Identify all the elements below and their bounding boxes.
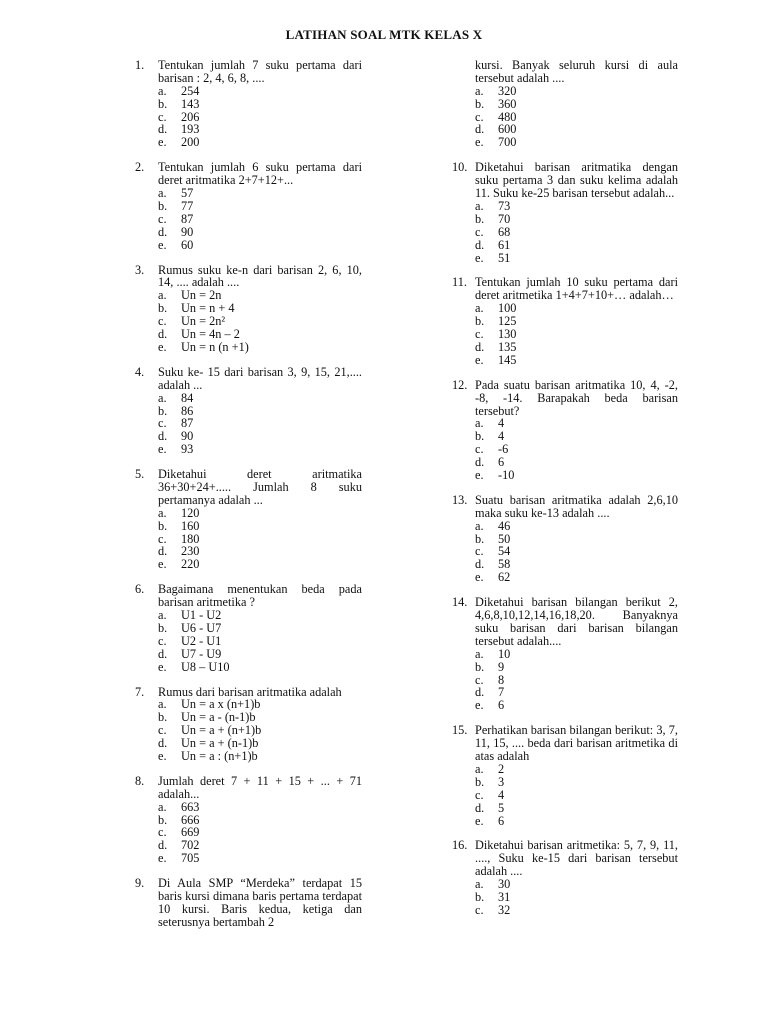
question-number: 7. (135, 684, 145, 699)
option-letter: a. (475, 301, 484, 316)
option-letter: d. (475, 455, 485, 470)
question-10 (452, 161, 678, 264)
answer-option (158, 392, 362, 405)
answer-option (158, 648, 362, 661)
option-letter: b. (475, 314, 485, 329)
option-letter: b. (158, 403, 168, 418)
option-letter: c. (158, 633, 167, 648)
option-letter: d. (158, 544, 168, 559)
option-letter: c. (158, 723, 167, 738)
option-letter: c. (475, 327, 484, 342)
option-letter: a. (158, 799, 167, 814)
question-5 (135, 468, 362, 571)
answer-option (475, 213, 678, 226)
answer-options (158, 187, 362, 251)
option-letter: e. (475, 570, 484, 585)
answer-option (475, 85, 678, 98)
question-number: 11. (452, 275, 467, 290)
question-number: 2. (135, 160, 145, 175)
option-letter: e. (158, 442, 167, 457)
question-9-options (475, 85, 678, 149)
option-letter: e. (158, 237, 167, 252)
option-text: 145 (498, 352, 517, 367)
option-letter: b. (158, 198, 168, 213)
option-text: 32 (498, 902, 511, 917)
question-number: 8. (135, 773, 145, 788)
option-letter: e. (158, 135, 167, 150)
question-number: 16. (452, 838, 468, 853)
option-letter: d. (158, 429, 168, 444)
option-text: Un = a + (n+1)b (181, 723, 262, 738)
question-9 (135, 877, 362, 929)
answer-options (475, 648, 678, 712)
option-letter: b. (158, 301, 168, 316)
option-text: Un = n + 4 (181, 301, 235, 316)
option-text: 57 (181, 186, 194, 201)
option-text: 200 (181, 135, 200, 150)
option-letter: c. (475, 902, 484, 917)
option-letter: c. (158, 825, 167, 840)
option-text: 206 (181, 109, 200, 124)
answer-option (158, 85, 362, 98)
option-text: Un = 2n (181, 288, 222, 303)
option-text: 7 (498, 685, 505, 700)
option-text: 3 (498, 774, 505, 789)
answer-option (475, 341, 678, 354)
question-14 (452, 596, 678, 712)
answer-options (158, 801, 362, 865)
answer-option (475, 571, 678, 584)
option-letter: a. (475, 518, 484, 533)
option-text: 9 (498, 659, 505, 674)
option-text: 120 (181, 505, 200, 520)
question-16 (452, 839, 678, 916)
option-text: 93 (181, 442, 194, 457)
option-letter: d. (475, 685, 485, 700)
question-8 (135, 775, 362, 865)
option-letter: a. (475, 83, 484, 98)
option-letter: e. (158, 851, 167, 866)
answer-option (475, 136, 678, 149)
option-letter: d. (158, 646, 168, 661)
option-text: 6 (498, 698, 505, 713)
option-letter: d. (158, 736, 168, 751)
option-letter: a. (475, 198, 484, 213)
option-text: 160 (181, 518, 200, 533)
option-letter: b. (475, 96, 485, 111)
option-letter: e. (475, 135, 484, 150)
question-text: Diketahui barisan bilangan berikut 2, 4,6,8,10,12,14,16,18,20. Banyaknya suku barisan dari barisan bilangan tersebut adalah.... (475, 595, 678, 648)
question-text: Jumlah deret 7 + 11 + 15 + ... + 71 adalah... (158, 773, 362, 801)
option-text: 600 (498, 122, 517, 137)
question-text: Diketahui deret aritmatika 36+30+24+..... Jumlah 8 suku pertamanya adalah ... (158, 467, 362, 507)
option-text: 54 (498, 544, 511, 559)
option-text: 61 (498, 237, 511, 252)
option-text: 230 (181, 544, 200, 559)
question-text: Bagaimana menentukan beda pada barisan aritmetika ? (158, 582, 362, 610)
option-letter: a. (158, 505, 167, 520)
option-text: U1 - U2 (181, 608, 222, 623)
answer-option (475, 239, 678, 252)
option-text: Un = 4n – 2 (181, 327, 240, 342)
document-title: LATIHAN SOAL MTK KELAS X (285, 27, 483, 42)
option-text: 254 (181, 83, 200, 98)
question-text: Suku ke- 15 dari barisan 3, 9, 15, 21,.... adalah ... (158, 364, 362, 392)
question-text: Di Aula SMP “Merdeka” terdapat 15 baris kursi dimana baris pertama terdapat 10 kursi. Baris kedua, ketiga dan seterusnya bertambah 2 (158, 876, 362, 929)
option-text: 666 (181, 812, 200, 827)
question-1 (135, 59, 362, 149)
answer-option (158, 661, 362, 674)
option-letter: d. (475, 800, 485, 815)
answer-option (475, 661, 678, 674)
option-text: Un = a : (n+1)b (181, 748, 258, 763)
answer-option (158, 558, 362, 571)
answer-option (475, 789, 678, 802)
option-text: 5 (498, 800, 505, 815)
option-text: 73 (498, 198, 511, 213)
option-text: 4 (498, 787, 505, 802)
option-letter: e. (475, 698, 484, 713)
option-text: 669 (181, 825, 200, 840)
option-letter: c. (475, 109, 484, 124)
option-letter: e. (158, 339, 167, 354)
answer-option (475, 776, 678, 789)
answer-options (475, 878, 678, 917)
question-3 (135, 264, 362, 354)
option-text: 86 (181, 403, 194, 418)
answer-options (158, 289, 362, 353)
answer-option (475, 98, 678, 111)
answer-option (475, 699, 678, 712)
answer-option (475, 520, 678, 533)
option-letter: b. (158, 518, 168, 533)
option-text: 77 (181, 198, 194, 213)
option-letter: c. (158, 314, 167, 329)
option-letter: a. (158, 608, 167, 623)
option-letter: e. (475, 352, 484, 367)
option-text: U8 – U10 (181, 659, 230, 674)
answer-option (158, 98, 362, 111)
option-text: 4 (498, 416, 505, 431)
option-letter: e. (475, 813, 484, 828)
option-text: 87 (181, 211, 194, 226)
question-number: 4. (135, 364, 145, 379)
question-9-continuation: kursi. Banyak seluruh kursi di aula tersebut adalah .... (475, 58, 678, 85)
answer-option (158, 226, 362, 239)
option-letter: d. (158, 838, 168, 853)
option-letter: a. (475, 877, 484, 892)
option-letter: c. (158, 531, 167, 546)
question-number: 13. (452, 492, 468, 507)
option-text: 8 (498, 672, 505, 687)
answer-options (158, 609, 362, 673)
option-letter: c. (475, 224, 484, 239)
option-text: Un = 2n² (181, 314, 226, 329)
option-letter: c. (158, 211, 167, 226)
option-letter: d. (475, 237, 485, 252)
option-letter: c. (475, 544, 484, 559)
option-text: 10 (498, 646, 511, 661)
answer-option (475, 802, 678, 815)
question-number: 3. (135, 262, 145, 277)
option-text: 143 (181, 96, 200, 111)
question-4 (135, 366, 362, 456)
option-text: 320 (498, 83, 517, 98)
answer-option (475, 354, 678, 367)
answer-option (158, 341, 362, 354)
option-text: 90 (181, 429, 194, 444)
option-letter: e. (158, 557, 167, 572)
answer-option (475, 674, 678, 687)
question-2 (135, 161, 362, 251)
question-number: 12. (452, 377, 468, 392)
option-letter: a. (158, 390, 167, 405)
option-letter: e. (475, 250, 484, 265)
answer-options (475, 417, 678, 481)
option-text: Un = a - (n-1)b (181, 710, 256, 725)
option-text: 193 (181, 122, 200, 137)
answer-option (158, 507, 362, 520)
option-letter: b. (475, 429, 485, 444)
question-15 (452, 724, 678, 827)
option-letter: d. (475, 122, 485, 137)
option-text: 702 (181, 838, 200, 853)
option-text: 70 (498, 211, 511, 226)
answer-options (475, 763, 678, 827)
option-text: 46 (498, 518, 511, 533)
answer-option (475, 443, 678, 456)
answer-options (158, 85, 362, 149)
option-letter: c. (475, 672, 484, 687)
answer-options (158, 507, 362, 571)
answer-options (158, 698, 362, 762)
question-text: Diketahui barisan aritmetika: 5, 7, 9, 11, ...., Suku ke-15 dari barisan tersebut adalah .... (475, 838, 678, 879)
option-text: 125 (498, 314, 517, 329)
question-text: Suatu barisan aritmatika adalah 2,6,10 maka suku ke-13 adalah .... (475, 492, 678, 520)
option-letter: b. (475, 211, 485, 226)
option-letter: b. (158, 96, 168, 111)
option-letter: e. (158, 748, 167, 763)
option-text: 50 (498, 531, 511, 546)
option-letter: a. (158, 186, 167, 201)
option-text: 62 (498, 570, 511, 585)
answer-option (475, 815, 678, 828)
answer-option (158, 622, 362, 635)
option-text: 30 (498, 877, 511, 892)
answer-option (475, 328, 678, 341)
option-letter: b. (158, 710, 168, 725)
option-text: 90 (181, 224, 194, 239)
question-text: Rumus dari barisan aritmatika adalah (158, 684, 342, 699)
answer-option (158, 750, 362, 763)
option-letter: a. (475, 646, 484, 661)
option-text: 51 (498, 250, 511, 265)
option-text: 705 (181, 851, 200, 866)
right-column (452, 59, 678, 929)
option-text: -10 (498, 467, 515, 482)
option-text: 68 (498, 224, 511, 239)
answer-option (158, 852, 362, 865)
option-letter: c. (475, 442, 484, 457)
answer-option (158, 635, 362, 648)
answer-option (475, 200, 678, 213)
option-text: 220 (181, 557, 200, 572)
answer-options (475, 520, 678, 584)
answer-option (475, 417, 678, 430)
answer-options (475, 302, 678, 366)
question-number: 5. (135, 467, 145, 482)
answer-option (158, 520, 362, 533)
answer-options (475, 200, 678, 264)
option-letter: b. (475, 659, 485, 674)
option-text: 130 (498, 327, 517, 342)
option-text: 84 (181, 390, 194, 405)
question-number: 1. (135, 58, 145, 72)
option-text: 100 (498, 301, 517, 316)
option-letter: b. (475, 531, 485, 546)
option-text: Un = n (n +1) (181, 339, 249, 354)
option-text: 4 (498, 429, 505, 444)
option-letter: c. (158, 109, 167, 124)
option-text: 700 (498, 135, 517, 150)
answer-option (158, 443, 362, 456)
option-letter: a. (475, 761, 484, 776)
option-text: 360 (498, 96, 517, 111)
option-letter: a. (158, 83, 167, 98)
left-column (135, 59, 362, 941)
answer-option (475, 891, 678, 904)
answer-option (475, 763, 678, 776)
question-13 (452, 494, 678, 584)
answer-option (475, 648, 678, 661)
option-text: 480 (498, 109, 517, 124)
option-text: Un = a x (n+1)b (181, 697, 261, 712)
option-text: U6 - U7 (181, 620, 222, 635)
option-letter: b. (158, 812, 168, 827)
option-letter: d. (158, 224, 168, 239)
option-text: 6 (498, 455, 505, 470)
question-7 (135, 686, 362, 763)
answer-option (475, 904, 678, 917)
option-text: 60 (181, 237, 194, 252)
option-letter: d. (158, 327, 168, 342)
option-letter: d. (475, 557, 485, 572)
question-text: Rumus suku ke-n dari barisan 2, 6, 10, 14, .... adalah .... (158, 262, 362, 290)
answer-option (158, 609, 362, 622)
answer-option (158, 239, 362, 252)
option-letter: e. (475, 467, 484, 482)
answer-option (475, 686, 678, 699)
question-text: Tentukan jumlah 7 suku pertama dari barisan : 2, 4, 6, 8, .... (158, 58, 362, 85)
answer-option (158, 328, 362, 341)
answer-option (158, 200, 362, 213)
question-text: Perhatikan barisan bilangan berikut: 3, 7, 11, 15, .... beda dari barisan aritmetika di atas adalah (475, 723, 678, 764)
option-text: 663 (181, 799, 200, 814)
question-12 (452, 379, 678, 482)
question-6 (135, 583, 362, 673)
question-number: 10. (452, 160, 468, 175)
option-letter: e. (158, 659, 167, 674)
option-text: U2 - U1 (181, 633, 222, 648)
option-text: 180 (181, 531, 200, 546)
answer-option (158, 801, 362, 814)
question-11 (452, 276, 678, 366)
answer-option (475, 469, 678, 482)
option-letter: d. (475, 339, 485, 354)
question-text: Tentukan jumlah 6 suku pertama dari deret aritmatika 2+7+12+... (158, 160, 362, 188)
question-number: 6. (135, 582, 145, 597)
option-text: 87 (181, 416, 194, 431)
question-number: 14. (452, 595, 468, 610)
option-letter: a. (158, 697, 167, 712)
answer-option (475, 252, 678, 265)
option-text: U7 - U9 (181, 646, 222, 661)
option-letter: a. (158, 288, 167, 303)
option-letter: b. (158, 620, 168, 635)
answer-option (158, 136, 362, 149)
option-text: 58 (498, 557, 511, 572)
answer-option (475, 226, 678, 239)
option-letter: c. (475, 787, 484, 802)
option-letter: d. (158, 122, 168, 137)
option-text: 135 (498, 339, 517, 354)
question-number: 9. (135, 876, 145, 891)
question-text: Tentukan jumlah 10 suku pertama dari deret aritmetika 1+4+7+10+… adalah… (475, 275, 678, 303)
question-number: 15. (452, 723, 468, 738)
option-letter: b. (475, 774, 485, 789)
option-text: 31 (498, 890, 511, 904)
option-letter: c. (158, 416, 167, 431)
option-text: Un = a + (n-1)b (181, 736, 259, 751)
answer-options (158, 392, 362, 456)
option-letter: a. (475, 416, 484, 431)
answer-option (158, 213, 362, 226)
option-letter: b. (475, 890, 485, 904)
option-text: 6 (498, 813, 505, 828)
question-text: Diketahui barisan aritmatika dengan suku pertama 3 dan suku kelima adalah 11. Suku ke-25 barisan tersebut adalah... (475, 160, 678, 201)
option-text: 2 (498, 761, 505, 776)
option-text: -6 (498, 442, 509, 457)
question-text: Pada suatu barisan aritmatika 10, 4, -2, -8, -14. Barapakah beda barisan tersebut? (475, 377, 678, 418)
